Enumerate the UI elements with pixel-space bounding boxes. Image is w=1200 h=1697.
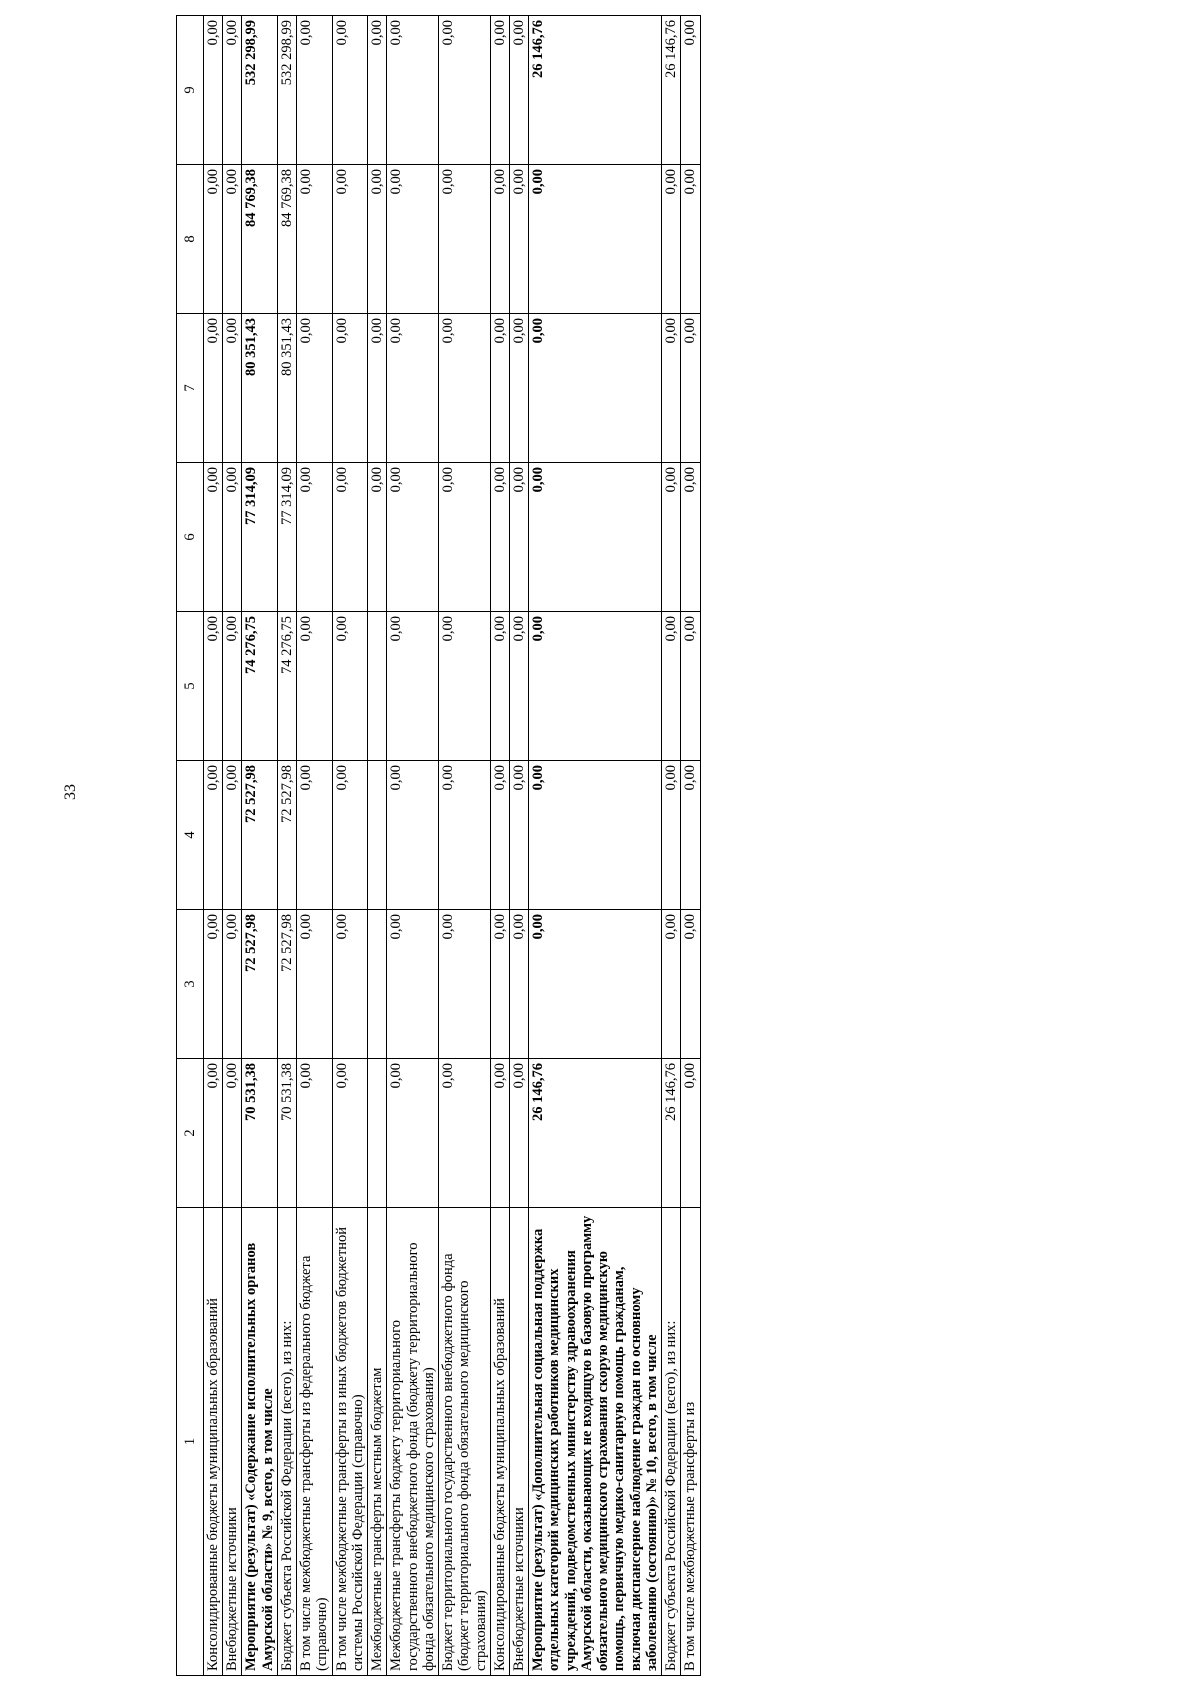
value-cell: 26 146,76 (662, 16, 681, 165)
value-cell: 0,00 (490, 612, 509, 761)
value-cell: 0,00 (204, 612, 223, 761)
value-cell: 0,00 (490, 16, 509, 165)
page-number: 33 (62, 784, 79, 800)
column-header: 4 (177, 761, 204, 910)
value-cell: 0,00 (332, 16, 367, 165)
value-cell: 0,00 (297, 612, 332, 761)
value-cell: 0,00 (223, 612, 242, 761)
value-cell: 0,00 (204, 314, 223, 463)
value-cell: 0,00 (681, 314, 700, 463)
row-label: Мероприятие (результат) «Содержание исполнительных органов Амурской области» № 9, всего, в том числе (242, 1208, 277, 1676)
value-cell: 0,00 (332, 1059, 367, 1208)
column-header: 8 (177, 165, 204, 314)
table-row (509, 16, 528, 1676)
value-cell: 0,00 (387, 314, 439, 463)
value-cell: 74 276,75 (242, 612, 277, 761)
value-cell: 0,00 (223, 16, 242, 165)
value-cell: 0,00 (529, 612, 662, 761)
value-cell: 0,00 (681, 165, 700, 314)
value-cell (368, 1059, 387, 1208)
value-cell: 72 527,98 (242, 910, 277, 1059)
value-cell: 0,00 (439, 910, 491, 1059)
column-header: 3 (177, 910, 204, 1059)
row-label: Межбюджетные трансферты бюджету территориального государственного внебюджетного фонда (бюджету территориального фонда обязательного медицинского страхования) (387, 1208, 439, 1676)
value-cell: 0,00 (368, 463, 387, 612)
value-cell: 0,00 (204, 16, 223, 165)
value-cell: 0,00 (297, 165, 332, 314)
rotated-table-wrapper (176, 15, 701, 1676)
value-cell: 0,00 (439, 612, 491, 761)
value-cell: 0,00 (368, 16, 387, 165)
value-cell: 0,00 (332, 165, 367, 314)
table-row (368, 16, 387, 1676)
value-cell: 0,00 (509, 612, 528, 761)
value-cell: 0,00 (490, 314, 509, 463)
value-cell: 0,00 (223, 1059, 242, 1208)
column-header: 5 (177, 612, 204, 761)
value-cell: 0,00 (490, 1059, 509, 1208)
value-cell: 0,00 (332, 910, 367, 1059)
value-cell: 0,00 (681, 1059, 700, 1208)
value-cell (368, 612, 387, 761)
value-cell: 0,00 (529, 761, 662, 910)
header-row (177, 16, 204, 1676)
column-header: 9 (177, 16, 204, 165)
value-cell: 0,00 (662, 761, 681, 910)
value-cell: 0,00 (509, 910, 528, 1059)
value-cell: 0,00 (387, 463, 439, 612)
value-cell: 0,00 (681, 761, 700, 910)
value-cell (368, 910, 387, 1059)
value-cell: 0,00 (387, 761, 439, 910)
budget-table (176, 15, 701, 1676)
row-label: Бюджет территориального государственного внебюджетного фонда (бюджет территориального фонда обязательного медицинского страхования) (439, 1208, 491, 1676)
value-cell: 0,00 (662, 165, 681, 314)
table-row (662, 16, 681, 1676)
value-cell: 0,00 (297, 1059, 332, 1208)
value-cell: 0,00 (297, 16, 332, 165)
table-row (529, 16, 662, 1676)
value-cell: 0,00 (223, 314, 242, 463)
value-cell: 0,00 (509, 1059, 528, 1208)
value-cell: 0,00 (509, 314, 528, 463)
value-cell: 0,00 (332, 612, 367, 761)
value-cell: 0,00 (490, 910, 509, 1059)
table-row (387, 16, 439, 1676)
value-cell: 80 351,43 (277, 314, 296, 463)
value-cell: 0,00 (439, 463, 491, 612)
value-cell: 0,00 (204, 165, 223, 314)
table-row (681, 16, 700, 1676)
table-row (223, 16, 242, 1676)
row-label: В том числе межбюджетные трансферты из иных бюджетов бюджетной системы Российской Федерации (справочно) (332, 1208, 367, 1676)
value-cell: 74 276,75 (277, 612, 296, 761)
value-cell: 0,00 (662, 463, 681, 612)
value-cell: 532 298,99 (277, 16, 296, 165)
value-cell: 0,00 (297, 910, 332, 1059)
value-cell: 0,00 (529, 910, 662, 1059)
row-label: Мероприятие (результат) «Дополнительная социальная поддержка отдельных категорий медицинских работников медицинских учреждений, подведомственных министерству здравоохранения Амурской области, оказывающих не входящую в базовую программу обязательного медицинского страхования скорую медицинскую помощь, первичную медико-санитарную помощь гражданам, включая диспансерное наблюдение граждан по основному заболеванию (состоянию)» № 10, всего, в том числе (529, 1208, 662, 1676)
value-cell: 0,00 (387, 165, 439, 314)
value-cell: 0,00 (223, 761, 242, 910)
value-cell: 0,00 (223, 910, 242, 1059)
value-cell: 0,00 (387, 1059, 439, 1208)
value-cell: 0,00 (509, 165, 528, 314)
value-cell: 0,00 (332, 463, 367, 612)
value-cell: 0,00 (681, 910, 700, 1059)
value-cell: 0,00 (387, 612, 439, 761)
value-cell: 0,00 (297, 761, 332, 910)
value-cell: 0,00 (490, 761, 509, 910)
table-row (277, 16, 296, 1676)
value-cell: 0,00 (439, 165, 491, 314)
value-cell: 0,00 (387, 910, 439, 1059)
value-cell: 0,00 (529, 463, 662, 612)
table-row (439, 16, 491, 1676)
value-cell: 0,00 (223, 165, 242, 314)
table-row (297, 16, 332, 1676)
value-cell: 77 314,09 (277, 463, 296, 612)
value-cell: 0,00 (387, 16, 439, 165)
row-label: Внебюджетные источники (223, 1208, 242, 1676)
row-label: Бюджет субъекта Российской Федерации (всего), из них: (662, 1208, 681, 1676)
value-cell: 0,00 (368, 314, 387, 463)
table-row (332, 16, 367, 1676)
row-label: Бюджет субъекта Российской Федерации (всего), из них: (277, 1208, 296, 1676)
table-row (490, 16, 509, 1676)
value-cell: 0,00 (368, 165, 387, 314)
value-cell: 0,00 (509, 761, 528, 910)
value-cell: 0,00 (297, 314, 332, 463)
value-cell: 77 314,09 (242, 463, 277, 612)
row-label: В том числе межбюджетные трансферты из федерального бюджета (справочно) (297, 1208, 332, 1676)
value-cell: 0,00 (509, 463, 528, 612)
value-cell: 0,00 (681, 612, 700, 761)
value-cell: 0,00 (223, 463, 242, 612)
value-cell: 72 527,98 (277, 761, 296, 910)
table-row (242, 16, 277, 1676)
value-cell: 80 351,43 (242, 314, 277, 463)
value-cell: 0,00 (204, 761, 223, 910)
value-cell: 0,00 (681, 463, 700, 612)
value-cell: 0,00 (439, 761, 491, 910)
value-cell: 0,00 (439, 314, 491, 463)
value-cell: 84 769,38 (277, 165, 296, 314)
value-cell: 0,00 (490, 165, 509, 314)
row-label: Консолидированные бюджеты муниципальных образований (204, 1208, 223, 1676)
value-cell: 0,00 (529, 165, 662, 314)
value-cell: 0,00 (439, 16, 491, 165)
value-cell (368, 761, 387, 910)
value-cell: 26 146,76 (529, 1059, 662, 1208)
column-header: 6 (177, 463, 204, 612)
value-cell: 72 527,98 (277, 910, 296, 1059)
row-label: Внебюджетные источники (509, 1208, 528, 1676)
row-label: Межбюджетные трансферты местным бюджетам (368, 1208, 387, 1676)
column-header: 7 (177, 314, 204, 463)
column-header: 1 (177, 1208, 204, 1676)
value-cell: 0,00 (490, 463, 509, 612)
value-cell: 0,00 (332, 314, 367, 463)
value-cell: 0,00 (439, 1059, 491, 1208)
value-cell: 70 531,38 (277, 1059, 296, 1208)
table-row (204, 16, 223, 1676)
value-cell: 26 146,76 (662, 1059, 681, 1208)
value-cell: 0,00 (204, 463, 223, 612)
row-label: Консолидированные бюджеты муниципальных образований (490, 1208, 509, 1676)
value-cell: 0,00 (297, 463, 332, 612)
value-cell: 26 146,76 (529, 16, 662, 165)
value-cell: 70 531,38 (242, 1059, 277, 1208)
value-cell: 532 298,99 (242, 16, 277, 165)
value-cell: 0,00 (509, 16, 528, 165)
value-cell: 0,00 (204, 910, 223, 1059)
value-cell: 0,00 (681, 16, 700, 165)
value-cell: 72 527,98 (242, 761, 277, 910)
value-cell: 0,00 (662, 612, 681, 761)
column-header: 2 (177, 1059, 204, 1208)
value-cell: 0,00 (662, 910, 681, 1059)
value-cell: 0,00 (662, 314, 681, 463)
value-cell: 0,00 (332, 761, 367, 910)
value-cell: 0,00 (529, 314, 662, 463)
value-cell: 84 769,38 (242, 165, 277, 314)
value-cell: 0,00 (204, 1059, 223, 1208)
row-label: В том числе межбюджетные трансферты из (681, 1208, 700, 1676)
